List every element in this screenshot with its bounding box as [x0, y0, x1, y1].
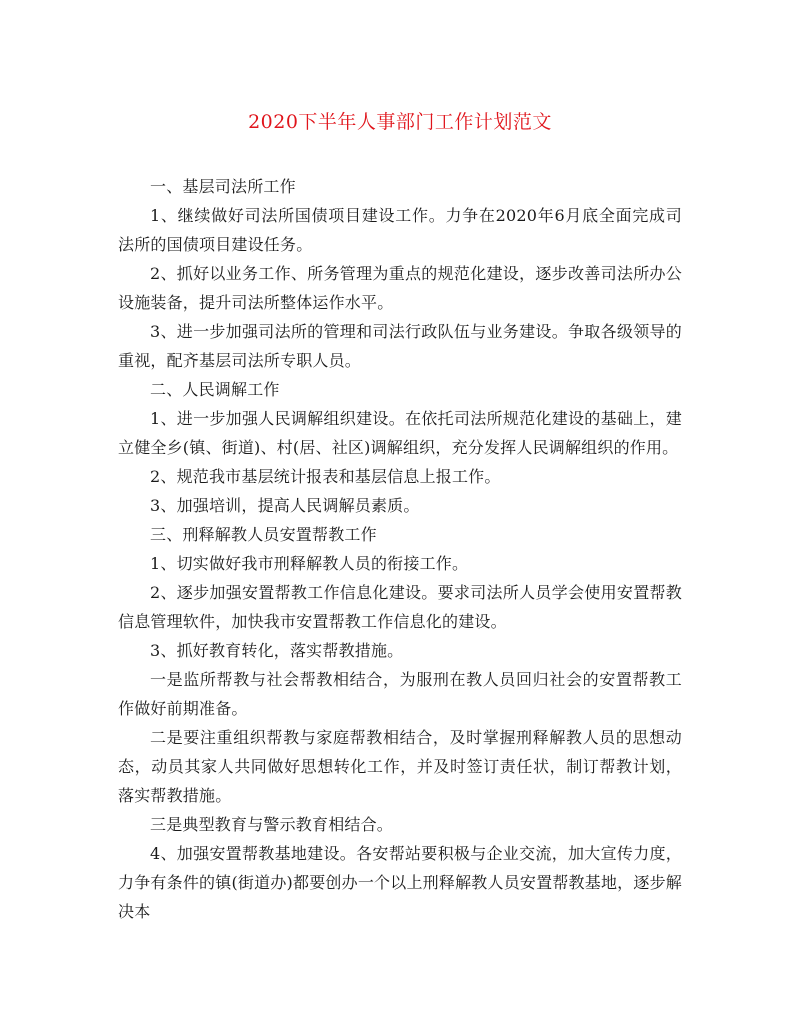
paragraph: 4、加强安置帮教基地建设。各安帮站要积极与企业交流，加大宣传力度，力争有条件的镇(街道办)都要创办一个以上刑释解教人员安置帮教基地，逐步解决本 — [118, 844, 682, 921]
paragraph: 一、基层司法所工作 — [150, 177, 296, 196]
paragraph: 二是要注重组织帮教与家庭帮教相结合，及时掌握刑释解教人员的思想动态，动员其家人共同做好思想转化工作，并及时签订责任状，制订帮教计划，落实帮教措施。 — [118, 728, 682, 805]
paragraph: 1、切实做好我市刑释解教人员的衔接工作。 — [150, 554, 469, 573]
document-title: 2020下半年人事部门工作计划范文 — [248, 111, 552, 133]
paragraph: 3、进一步加强司法所的管理和司法行政队伍与业务建设。争取各级领导的重视，配齐基层司法所专职人员。 — [118, 322, 682, 370]
paragraph: 1、继续做好司法所国债项目建设工作。力争在2020年6月底全面完成司法所的国债项目建设任务。 — [118, 206, 682, 254]
paragraph: 2、逐步加强安置帮教工作信息化建设。要求司法所人员学会使用安置帮教信息管理软件，加快我市安置帮教工作信息化的建设。 — [118, 583, 682, 631]
paragraph: 二、人民调解工作 — [150, 380, 280, 399]
paragraph: 1、进一步加强人民调解组织建设。在依托司法所规范化建设的基础上，建立健全乡(镇、街道)、村(居、社区)调解组织，充分发挥人民调解组织的作用。 — [118, 409, 682, 457]
paragraph: 2、规范我市基层统计报表和基层信息上报工作。 — [150, 467, 501, 486]
paragraph: 三、刑释解教人员安置帮教工作 — [150, 525, 377, 544]
paragraph: 3、加强培训，提高人民调解员素质。 — [150, 496, 420, 515]
paragraph: 2、抓好以业务工作、所务管理为重点的规范化建设，逐步改善司法所办公设施装备，提升司法所整体运作水平。 — [118, 264, 682, 312]
document-body — [118, 172, 682, 926]
paragraph: 三是典型教育与警示教育相结合。 — [150, 815, 394, 834]
paragraph: 一是监所帮教与社会帮教相结合，为服刑在教人员回归社会的安置帮教工作做好前期准备。 — [118, 670, 682, 718]
paragraph: 3、抓好教育转化，落实帮教措施。 — [150, 641, 404, 660]
